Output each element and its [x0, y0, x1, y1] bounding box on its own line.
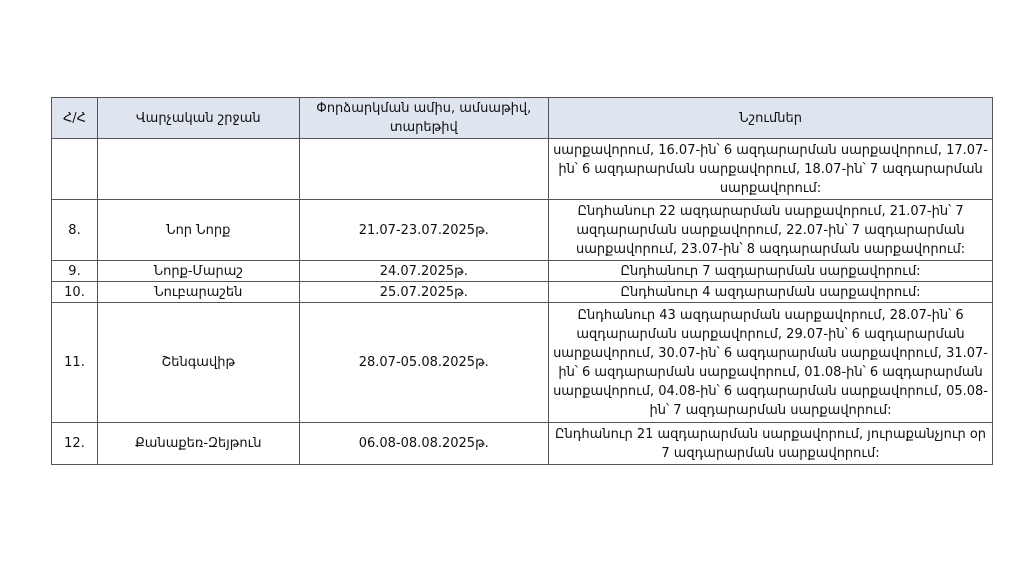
cell-number: 10. — [52, 282, 98, 303]
cell-date: 21.07-23.07.2025թ. — [299, 200, 549, 261]
table-header-row — [52, 98, 993, 139]
cell-number — [52, 139, 98, 200]
table-row — [52, 200, 993, 261]
cell-notes: Ընդհանուր 7 ազդարարման սարքավորում: — [549, 261, 993, 282]
cell-number: 9. — [52, 261, 98, 282]
table-row — [52, 303, 993, 423]
table-row — [52, 282, 993, 303]
cell-notes: Ընդհանուր 43 ազդարարման սարքավորում, 28.07-ին՝ 6 ազդարարման սարքավորում, 29.07-ին՝ 6 ազդարարման սարքավորում, 30.07-ին՝ 6 ազդարարման սարքավորում, 31.07-ին՝ 6 ազդարարման սարքավորում, 01.08-ին՝ 6 ազդարարման սարքավորում, 04.08-ին՝ 6 ազդարարման սարքավորում, 05.08-ին՝ 7 ազդարարման սարքավորում: — [549, 303, 993, 423]
cell-district: Շենգավիթ — [98, 303, 299, 423]
cell-number: 8. — [52, 200, 98, 261]
cell-notes: Ընդհանուր 22 ազդարարման սարքավորում, 21.07-ին՝ 7 ազդարարման սարքավորում, 22.07-ին՝ 7 ազդարարման սարքավորում, 23.07-ին՝ 8 ազդարարման սարքավորում: — [549, 200, 993, 261]
header-date: Փորձարկման ամիս, ամսաթիվ, տարեթիվ — [299, 98, 549, 139]
cell-notes: Ընդհանուր 21 ազդարարման սարքավորում, յուրաքանչյուր օր 7 ազդարարման սարքավորում: — [549, 423, 993, 465]
header-district: Վարչական շրջան — [98, 98, 299, 139]
cell-district — [98, 139, 299, 200]
header-notes: Նշումներ — [549, 98, 993, 139]
cell-date: 28.07-05.08.2025թ. — [299, 303, 549, 423]
cell-district: Քանաքեռ-Զեյթուն — [98, 423, 299, 465]
cell-district: Նուբարաշեն — [98, 282, 299, 303]
header-number: Հ/Հ — [52, 98, 98, 139]
cell-number: 11. — [52, 303, 98, 423]
cell-date: 06.08-08.08.2025թ. — [299, 423, 549, 465]
cell-notes: սարքավորում, 16.07-ին՝ 6 ազդարարման սարքավորում, 17.07-ին՝ 6 ազդարարման սարքավորում, 18.07-ին՝ 7 ազդարարման սարքավորում: — [549, 139, 993, 200]
cell-district: Նորք-Մարաշ — [98, 261, 299, 282]
table-row — [52, 139, 993, 200]
cell-date: 24.07.2025թ. — [299, 261, 549, 282]
schedule-table — [51, 97, 993, 465]
cell-district: Նոր Նորք — [98, 200, 299, 261]
table-row — [52, 423, 993, 465]
cell-notes: Ընդհանուր 4 ազդարարման սարքավորում: — [549, 282, 993, 303]
cell-date — [299, 139, 549, 200]
cell-number: 12. — [52, 423, 98, 465]
table-row — [52, 261, 993, 282]
cell-date: 25.07.2025թ. — [299, 282, 549, 303]
